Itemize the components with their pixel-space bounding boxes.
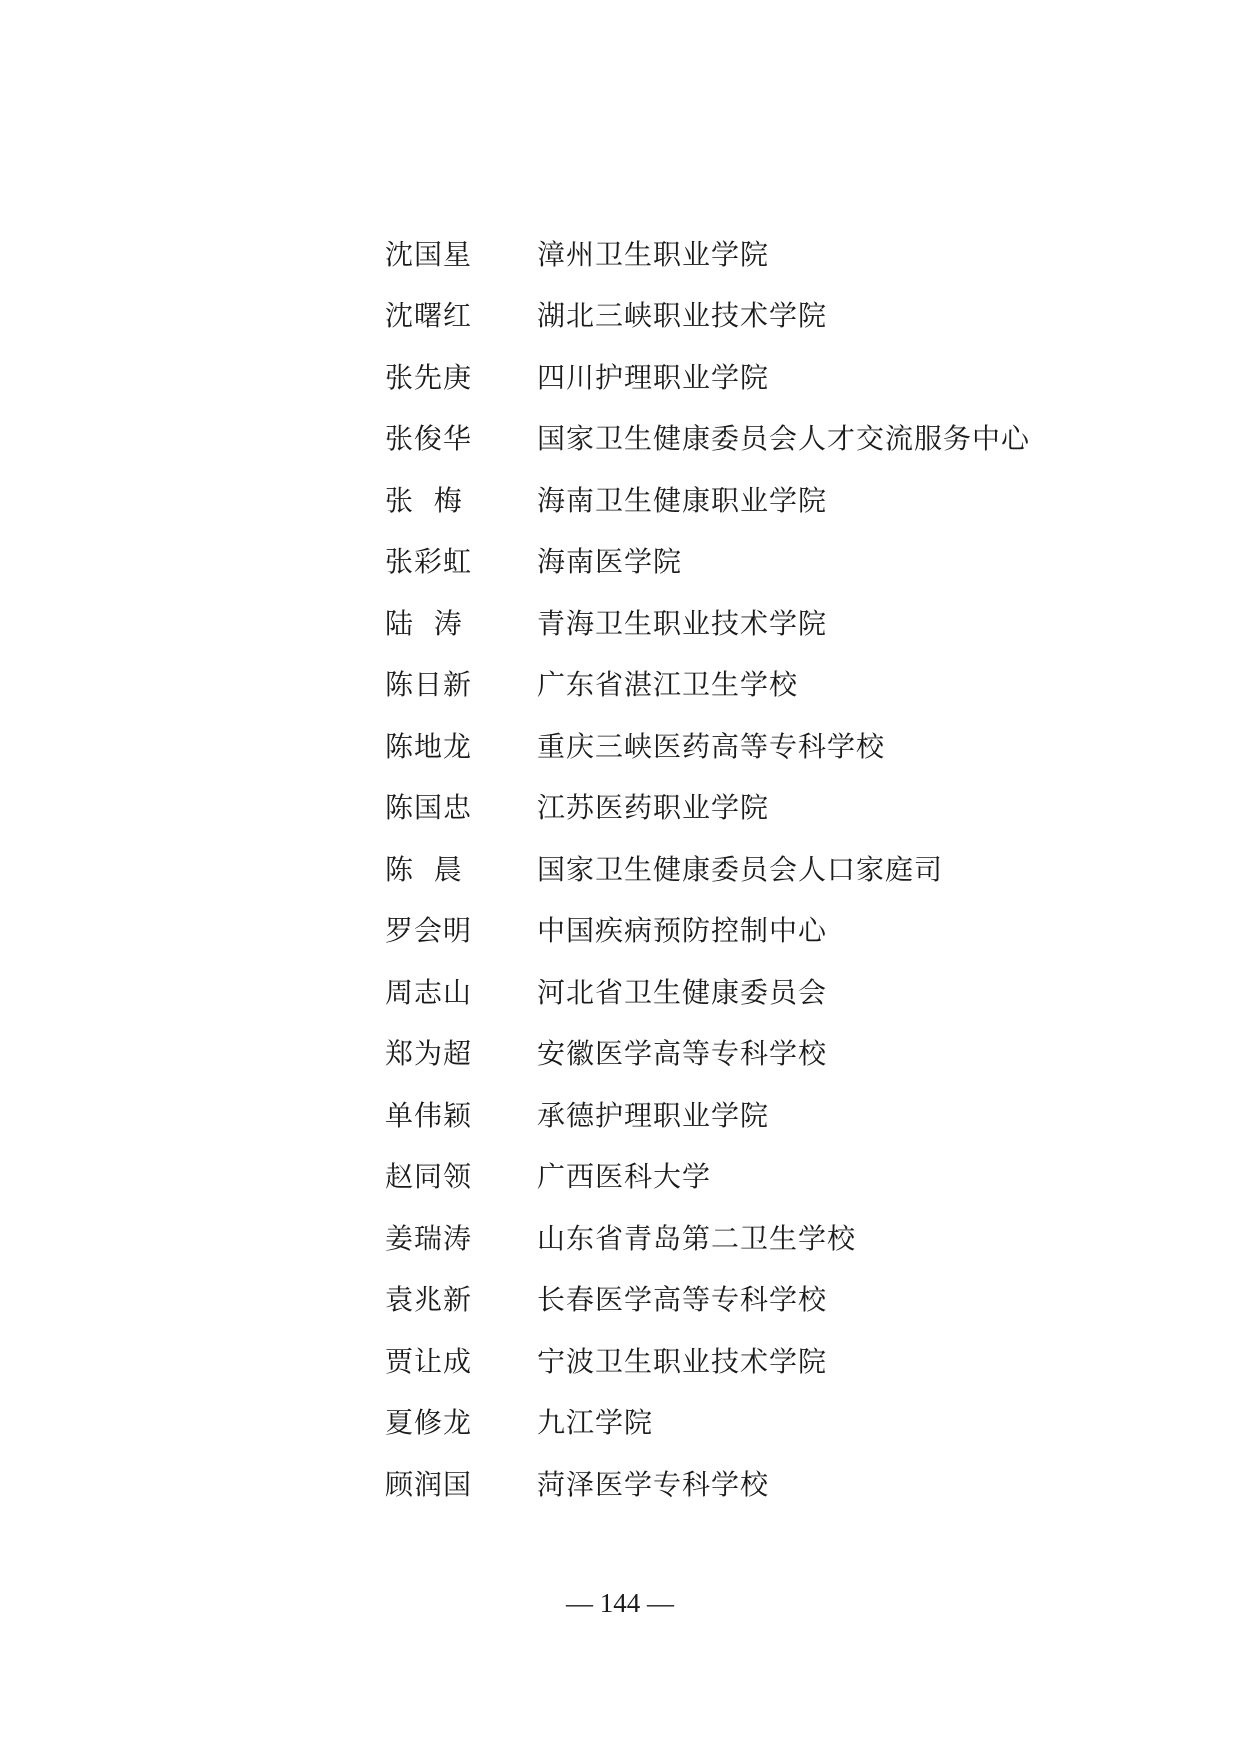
member-name: 周志山: [385, 975, 473, 1009]
member-name: 陆 涛: [385, 606, 463, 640]
member-name: 姜瑞涛: [385, 1221, 473, 1255]
list-item: [385, 530, 1145, 592]
member-organization: 海南医学院: [537, 545, 683, 579]
list-item: [385, 468, 1145, 530]
member-organization: 中国疾病预防控制中心: [537, 914, 828, 948]
list-item: [385, 222, 1145, 284]
member-name: 张俊华: [385, 422, 473, 456]
list-item: [385, 284, 1145, 346]
member-organization: 长春医学高等专科学校: [537, 1283, 828, 1317]
member-name: 陈 晨: [385, 852, 463, 886]
list-item: [385, 1329, 1145, 1391]
list-item: [385, 1083, 1145, 1145]
member-name: 陈国忠: [385, 791, 473, 825]
member-name: 罗会明: [385, 914, 473, 948]
member-organization: 九江学院: [537, 1406, 654, 1440]
member-list: [385, 222, 1145, 1514]
member-organization: 承德护理职业学院: [537, 1098, 770, 1132]
list-item: [385, 345, 1145, 407]
member-name: 赵同领: [385, 1160, 473, 1194]
member-organization: 河北省卫生健康委员会: [537, 975, 828, 1009]
member-name: 陈地龙: [385, 729, 473, 763]
member-organization: 重庆三峡医药高等专科学校: [537, 729, 886, 763]
list-item: [385, 714, 1145, 776]
member-organization: 菏泽医学专科学校: [537, 1467, 770, 1501]
page-number: — 144 —: [566, 1588, 674, 1618]
member-organization: 江苏医药职业学院: [537, 791, 770, 825]
list-item: [385, 960, 1145, 1022]
member-organization: 宁波卫生职业技术学院: [537, 1344, 828, 1378]
member-organization: 漳州卫生职业学院: [537, 237, 770, 271]
list-item: [385, 776, 1145, 838]
member-organization: 安徽医学高等专科学校: [537, 1037, 828, 1071]
member-name: 单伟颖: [385, 1098, 473, 1132]
member-name: 沈曙红: [385, 299, 473, 333]
list-item: [385, 1022, 1145, 1084]
member-name: 沈国星: [385, 237, 473, 271]
list-item: [385, 653, 1145, 715]
member-organization: 湖北三峡职业技术学院: [537, 299, 828, 333]
member-organization: 广西医科大学: [537, 1160, 712, 1194]
list-item: [385, 1268, 1145, 1330]
member-name: 郑为超: [385, 1037, 473, 1071]
member-organization: 四川护理职业学院: [537, 360, 770, 394]
member-name: 张先庚: [385, 360, 473, 394]
list-item: [385, 1145, 1145, 1207]
member-organization: 青海卫生职业技术学院: [537, 606, 828, 640]
member-name: 袁兆新: [385, 1283, 473, 1317]
member-name: 顾润国: [385, 1467, 473, 1501]
list-item: [385, 407, 1145, 469]
member-organization: 山东省青岛第二卫生学校: [537, 1221, 857, 1255]
member-organization: 海南卫生健康职业学院: [537, 483, 828, 517]
member-name: 贾让成: [385, 1344, 473, 1378]
list-item: [385, 591, 1145, 653]
list-item: [385, 899, 1145, 961]
list-item: [385, 1391, 1145, 1453]
member-organization: 国家卫生健康委员会人才交流服务中心: [537, 422, 1031, 456]
list-item: [385, 837, 1145, 899]
list-item: [385, 1452, 1145, 1514]
member-name: 夏修龙: [385, 1406, 473, 1440]
member-organization: 广东省湛江卫生学校: [537, 668, 799, 702]
list-item: [385, 1206, 1145, 1268]
member-name: 张 梅: [385, 483, 463, 517]
member-organization: 国家卫生健康委员会人口家庭司: [537, 852, 944, 886]
member-name: 陈日新: [385, 668, 473, 702]
member-name: 张彩虹: [385, 545, 473, 579]
